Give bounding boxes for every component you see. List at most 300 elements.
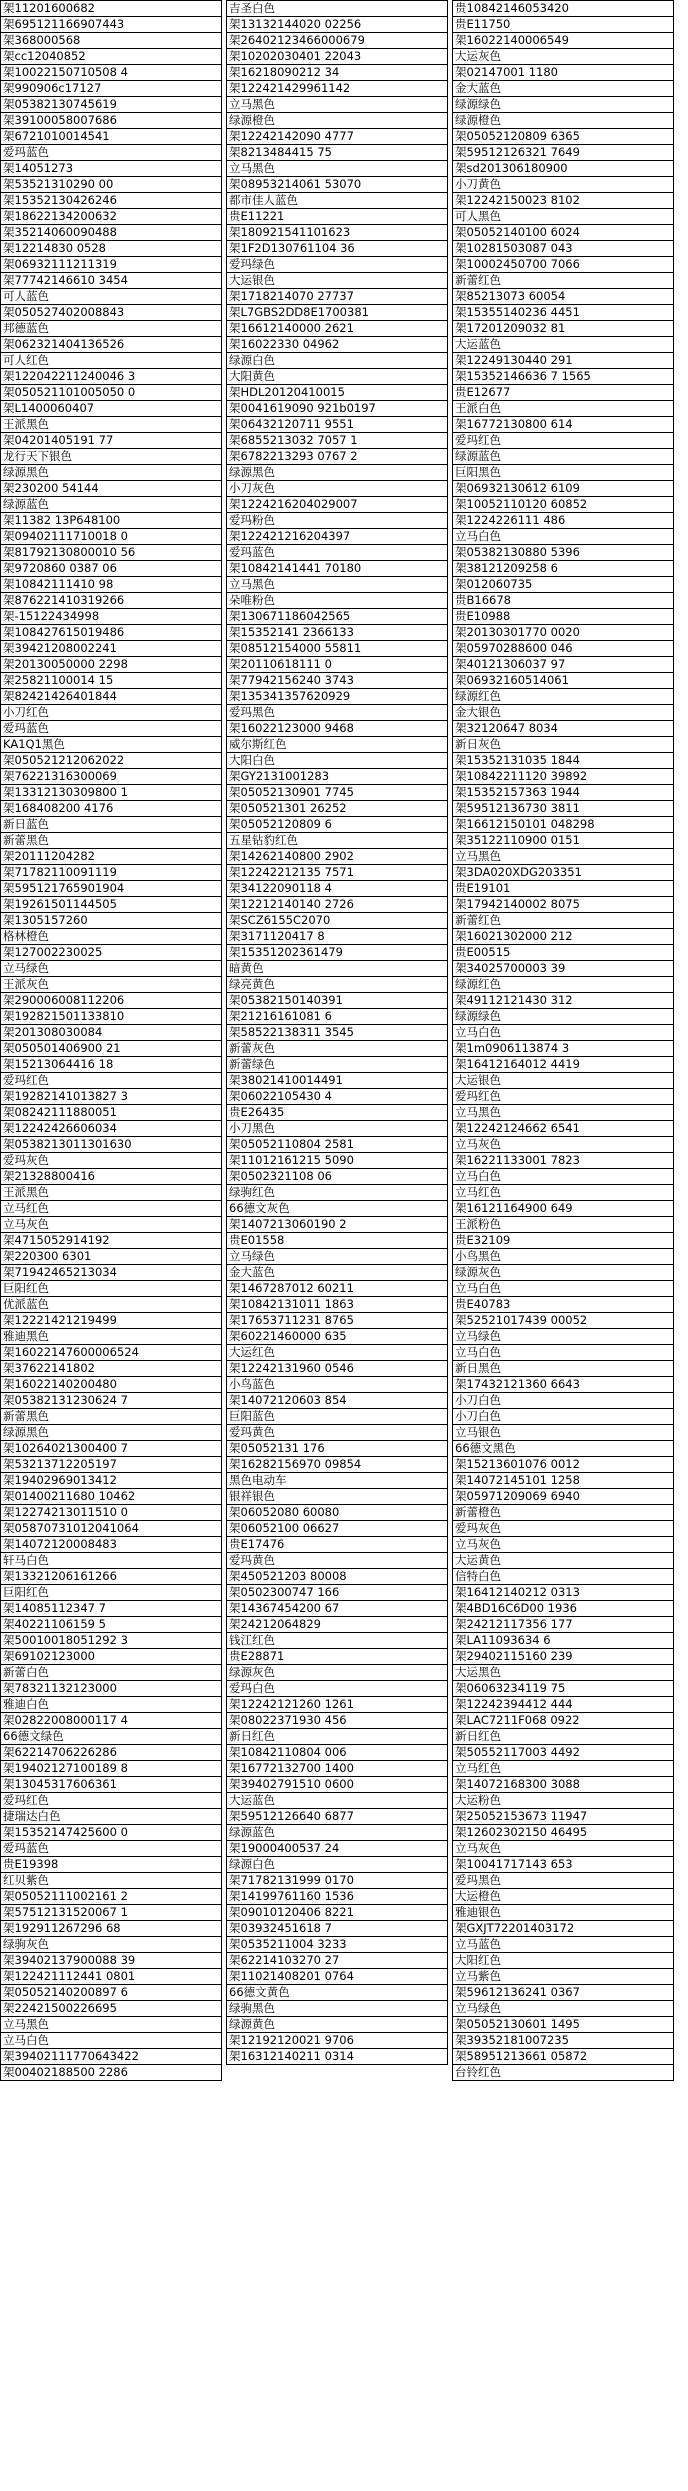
table-cell[interactable]: 架15355140236 4451 (452, 305, 674, 321)
table-cell[interactable]: 台铃红色 (452, 2065, 674, 2081)
table-cell[interactable]: 立马黑色 (226, 97, 448, 113)
table-cell[interactable]: 架00402188500 2286 (0, 2065, 222, 2081)
table-cell[interactable]: 小刀灰色 (226, 481, 448, 497)
table-cell[interactable]: 架52521017439 00052 (452, 1313, 674, 1329)
table-cell[interactable]: 小刀红色 (0, 705, 222, 721)
table-cell[interactable]: 架05052140200897 6 (0, 1985, 222, 2001)
table-cell[interactable]: 绿源红色 (452, 977, 674, 993)
table-cell[interactable]: 小刀白色 (452, 1393, 674, 1409)
table-cell[interactable]: 邦德蓝色 (0, 321, 222, 337)
table-cell[interactable]: 架05382131230624 7 (0, 1393, 222, 1409)
table-cell[interactable]: 架14051273 (0, 161, 222, 177)
table-cell[interactable]: 架53213712205197 (0, 1457, 222, 1473)
table-cell[interactable]: 架L1400060407 (0, 401, 222, 417)
table-cell[interactable]: 新蕾黑色 (0, 1409, 222, 1425)
table-cell[interactable]: 立马绿色 (452, 2001, 674, 2017)
table-cell[interactable]: 架1718214070 27737 (226, 289, 448, 305)
table-cell[interactable]: 架876221410319266 (0, 593, 222, 609)
table-cell[interactable]: 立马白色 (452, 1345, 674, 1361)
table-cell[interactable]: 架12274213011510 0 (0, 1505, 222, 1521)
table-cell[interactable]: 架05382130880 5396 (452, 545, 674, 561)
table-cell[interactable]: 架12214830 0528 (0, 241, 222, 257)
table-cell[interactable]: 架220300 6301 (0, 1249, 222, 1265)
table-cell[interactable]: 立马黑色 (452, 849, 674, 865)
table-cell[interactable]: 架12602302150 46495 (452, 1825, 674, 1841)
table-cell[interactable]: 新蕾橙色 (452, 1505, 674, 1521)
table-cell[interactable]: 架60221460000 635 (226, 1329, 448, 1345)
table-cell[interactable]: 新蕾黑色 (0, 833, 222, 849)
table-cell[interactable]: 立马黑色 (226, 577, 448, 593)
table-cell[interactable]: 小刀黑色 (226, 1121, 448, 1137)
table-cell[interactable]: 架59512126321 7649 (452, 145, 674, 161)
table-cell[interactable]: 爱玛黄色 (226, 1425, 448, 1441)
table-cell[interactable]: 架20130050000 2298 (0, 657, 222, 673)
table-cell[interactable]: 轩马白色 (0, 1553, 222, 1569)
table-cell[interactable]: 架38121209258 6 (452, 561, 674, 577)
table-cell[interactable]: 架201308030084 (0, 1025, 222, 1041)
table-cell[interactable]: 新蕾红色 (452, 913, 674, 929)
table-cell[interactable]: 架58951213661 05872 (452, 2049, 674, 2065)
table-cell[interactable]: 新日黑色 (452, 1361, 674, 1377)
table-cell[interactable]: 架12192120021 9706 (226, 2033, 448, 2049)
table-cell[interactable]: 架09010120406 8221 (226, 1905, 448, 1921)
table-cell[interactable]: 架06022105430 4 (226, 1089, 448, 1105)
table-cell[interactable]: 架57512131520067 1 (0, 1905, 222, 1921)
table-cell[interactable]: 小刀黄色 (452, 177, 674, 193)
table-cell[interactable]: 可人黑色 (452, 209, 674, 225)
table-cell[interactable]: 架16412140212 0313 (452, 1585, 674, 1601)
table-cell[interactable]: 贵E12677 (452, 385, 674, 401)
table-cell[interactable]: 架HDL20120410015 (226, 385, 448, 401)
table-cell[interactable]: 爱玛白色 (226, 1681, 448, 1697)
table-cell[interactable]: 架12242150023 8102 (452, 193, 674, 209)
table-cell[interactable]: 架15352130426246 (0, 193, 222, 209)
table-cell[interactable]: 架12242394412 444 (452, 1697, 674, 1713)
table-cell[interactable]: 架012060735 (452, 577, 674, 593)
table-cell[interactable]: 架19000400537 24 (226, 1841, 448, 1857)
table-cell[interactable]: 架15213064416 18 (0, 1057, 222, 1073)
table-cell[interactable]: 架19261501144505 (0, 897, 222, 913)
table-cell[interactable]: 架368000568 (0, 33, 222, 49)
table-cell[interactable]: 架82421426401844 (0, 689, 222, 705)
table-cell[interactable]: 爱玛黑色 (226, 705, 448, 721)
table-cell[interactable]: 架19402969013412 (0, 1473, 222, 1489)
table-cell[interactable]: 巨阳红色 (0, 1281, 222, 1297)
table-cell[interactable]: 爱玛红色 (0, 1793, 222, 1809)
table-cell[interactable]: 大阳红色 (452, 1953, 674, 1969)
table-cell[interactable]: 架06063234119 75 (452, 1681, 674, 1697)
table-cell[interactable]: 爱玛蓝色 (226, 545, 448, 561)
table-cell[interactable]: 架06932160514061 (452, 673, 674, 689)
table-cell[interactable]: 架12242426606034 (0, 1121, 222, 1137)
table-cell[interactable]: 架34025700003 39 (452, 961, 674, 977)
table-cell[interactable]: 架16022330 04962 (226, 337, 448, 353)
table-cell[interactable]: 爱玛蓝色 (0, 721, 222, 737)
table-cell[interactable]: 架6721010014541 (0, 129, 222, 145)
table-cell[interactable]: 绿源橙色 (226, 113, 448, 129)
table-cell[interactable]: 立马白色 (0, 2033, 222, 2049)
table-cell[interactable]: 架12242131960 0546 (226, 1361, 448, 1377)
table-cell[interactable]: 架15352141 2366133 (226, 625, 448, 641)
table-cell[interactable]: 贵E10988 (452, 609, 674, 625)
table-cell[interactable]: 贵E00515 (452, 945, 674, 961)
table-cell[interactable]: 架15352157363 1944 (452, 785, 674, 801)
table-cell[interactable]: 爱玛灰色 (0, 1153, 222, 1169)
table-cell[interactable]: 架122421112441 0801 (0, 1969, 222, 1985)
table-cell[interactable]: 架05052131 176 (226, 1441, 448, 1457)
table-cell[interactable]: 绿驹灰色 (0, 1937, 222, 1953)
table-cell[interactable]: 架32120647 8034 (452, 721, 674, 737)
table-cell[interactable]: 架39421208002241 (0, 641, 222, 657)
table-cell[interactable]: 金大蓝色 (226, 1265, 448, 1281)
table-cell[interactable]: 架16612150101 048298 (452, 817, 674, 833)
table-cell[interactable]: 架12221421219499 (0, 1313, 222, 1329)
table-cell[interactable]: 王派粉色 (452, 1217, 674, 1233)
table-cell[interactable]: 架16221133001 7823 (452, 1153, 674, 1169)
table-cell[interactable]: 架12242121260 1261 (226, 1697, 448, 1713)
table-cell[interactable]: 绿源绿色 (452, 97, 674, 113)
table-cell[interactable]: 架17201209032 81 (452, 321, 674, 337)
table-cell[interactable]: 架3171120417 8 (226, 929, 448, 945)
table-cell[interactable]: 架17653711231 8765 (226, 1313, 448, 1329)
table-cell[interactable]: 架14367454200 67 (226, 1601, 448, 1617)
table-cell[interactable]: 架16121164900 649 (452, 1201, 674, 1217)
table-cell[interactable]: 绿源黑色 (0, 1425, 222, 1441)
table-cell[interactable]: 王派白色 (452, 401, 674, 417)
table-cell[interactable]: 架14072145101 1258 (452, 1473, 674, 1489)
table-cell[interactable]: 架11201600682 (0, 1, 222, 17)
table-cell[interactable]: 架62214706226286 (0, 1745, 222, 1761)
table-cell[interactable]: 架15352147425600 0 (0, 1825, 222, 1841)
table-cell[interactable]: 架990906c17127 (0, 81, 222, 97)
table-cell[interactable]: 架1F2D130761104 36 (226, 241, 448, 257)
table-cell[interactable]: 王派黑色 (0, 417, 222, 433)
table-cell[interactable]: 架77942156240 3743 (226, 673, 448, 689)
table-cell[interactable]: 架21216161081 6 (226, 1009, 448, 1025)
table-cell[interactable]: 架10281503087 043 (452, 241, 674, 257)
table-cell[interactable]: 爱玛蓝色 (0, 1841, 222, 1857)
table-cell[interactable]: 大运银色 (226, 273, 448, 289)
table-cell[interactable]: 架062321404136526 (0, 337, 222, 353)
table-cell[interactable]: 格林橙色 (0, 929, 222, 945)
table-cell[interactable]: 架59612136241 0367 (452, 1985, 674, 2001)
table-cell[interactable]: 架18622134200632 (0, 209, 222, 225)
table-cell[interactable]: 架16412164012 4419 (452, 1057, 674, 1073)
table-cell[interactable]: 爱玛红色 (452, 433, 674, 449)
table-cell[interactable]: 架4715052914192 (0, 1233, 222, 1249)
table-cell[interactable]: 架10002450700 7066 (452, 257, 674, 273)
table-cell[interactable]: 架15352146636 7 1565 (452, 369, 674, 385)
table-cell[interactable]: 架050527402008843 (0, 305, 222, 321)
table-cell[interactable]: 66德文灰色 (226, 1201, 448, 1217)
table-cell[interactable]: 架192821501133810 (0, 1009, 222, 1025)
table-cell[interactable]: 架14085112347 7 (0, 1601, 222, 1617)
table-cell[interactable]: 架1224216204029007 (226, 497, 448, 513)
table-cell[interactable]: 架16022140200480 (0, 1377, 222, 1393)
table-cell[interactable]: 雅迪银色 (452, 1905, 674, 1921)
table-cell[interactable]: 绿源灰色 (452, 1265, 674, 1281)
table-cell[interactable]: 黑色电动车 (226, 1473, 448, 1489)
table-cell[interactable]: 架6855213032 7057 1 (226, 433, 448, 449)
table-cell[interactable]: 架595121765901904 (0, 881, 222, 897)
table-cell[interactable]: 新日红色 (452, 1729, 674, 1745)
table-cell[interactable]: 架71782131999 0170 (226, 1873, 448, 1889)
table-cell[interactable]: 可人蓝色 (0, 289, 222, 305)
table-cell[interactable]: 66德文黄色 (226, 1985, 448, 2001)
table-cell[interactable]: 新蕾灰色 (226, 1041, 448, 1057)
table-cell[interactable]: 架122421216204397 (226, 529, 448, 545)
table-cell[interactable]: 爱玛红色 (452, 1089, 674, 1105)
table-cell[interactable]: 架12242124662 6541 (452, 1121, 674, 1137)
table-cell[interactable]: 架08022371930 456 (226, 1713, 448, 1729)
table-cell[interactable]: 威尔斯红色 (226, 737, 448, 753)
table-cell[interactable]: 大运红色 (226, 1345, 448, 1361)
table-cell[interactable]: 大运银色 (452, 1073, 674, 1089)
table-cell[interactable]: 架10842110804 006 (226, 1745, 448, 1761)
table-cell[interactable]: 爱玛红色 (0, 1073, 222, 1089)
table-cell[interactable]: 66德文绿色 (0, 1729, 222, 1745)
table-cell[interactable]: 架15352131035 1844 (452, 753, 674, 769)
table-cell[interactable]: 新日蓝色 (0, 817, 222, 833)
table-cell[interactable]: 架10202030401 22043 (226, 49, 448, 65)
table-cell[interactable]: 架10842211120 39892 (452, 769, 674, 785)
table-cell[interactable]: 架35214060090488 (0, 225, 222, 241)
table-cell[interactable]: 架05971209069 6940 (452, 1489, 674, 1505)
table-cell[interactable]: 大阳白色 (226, 753, 448, 769)
table-cell[interactable]: 爱玛粉色 (226, 513, 448, 529)
table-cell[interactable]: 贵E32109 (452, 1233, 674, 1249)
table-cell[interactable]: 架22421500226695 (0, 2001, 222, 2017)
table-cell[interactable]: 钱江红色 (226, 1633, 448, 1649)
table-cell[interactable]: 绿源灰色 (226, 1665, 448, 1681)
table-cell[interactable]: 架06932111211319 (0, 257, 222, 273)
table-cell[interactable]: 架13132144020 02256 (226, 17, 448, 33)
table-cell[interactable]: 立马灰色 (452, 1841, 674, 1857)
table-cell[interactable]: 架04201405191 77 (0, 433, 222, 449)
table-cell[interactable]: 暗黄色 (226, 961, 448, 977)
table-cell[interactable]: 捷瑞达白色 (0, 1809, 222, 1825)
table-cell[interactable]: 红贝紫色 (0, 1873, 222, 1889)
table-cell[interactable]: 立马紫色 (452, 1969, 674, 1985)
table-cell[interactable]: 架24212064829 (226, 1617, 448, 1633)
table-cell[interactable]: 银祥银色 (226, 1489, 448, 1505)
table-cell[interactable]: 吉圣白色 (226, 1, 448, 17)
table-cell[interactable]: 架1305157260 (0, 913, 222, 929)
table-cell[interactable]: 架16612140000 2621 (226, 321, 448, 337)
table-cell[interactable]: 架11012161215 5090 (226, 1153, 448, 1169)
table-cell[interactable]: 大运橙色 (452, 1889, 674, 1905)
table-cell[interactable]: 架37622141802 (0, 1361, 222, 1377)
table-cell[interactable]: 架06052080 60080 (226, 1505, 448, 1521)
table-cell[interactable]: 架050521212062022 (0, 753, 222, 769)
table-cell[interactable]: 架06932130612 6109 (452, 481, 674, 497)
table-cell[interactable]: 架20130301770 0020 (452, 625, 674, 641)
table-cell[interactable]: 架19282141013827 3 (0, 1089, 222, 1105)
table-cell[interactable]: 架62214103270 27 (226, 1953, 448, 1969)
table-cell[interactable]: 架14072120603 854 (226, 1393, 448, 1409)
table-cell[interactable]: 架14072120008483 (0, 1537, 222, 1553)
table-cell[interactable]: 架180921541101623 (226, 225, 448, 241)
table-cell[interactable]: 架050521301 26252 (226, 801, 448, 817)
table-cell[interactable]: 绿源黑色 (0, 465, 222, 481)
table-cell[interactable]: 信特白色 (452, 1569, 674, 1585)
table-cell[interactable]: 架122421429961142 (226, 81, 448, 97)
table-cell[interactable]: 架16022147600006524 (0, 1345, 222, 1361)
table-cell[interactable]: 架81792130800010 56 (0, 545, 222, 561)
table-cell[interactable]: 架16021302000 212 (452, 929, 674, 945)
table-cell[interactable]: 立马红色 (0, 1201, 222, 1217)
table-cell[interactable]: 架11021408201 0764 (226, 1969, 448, 1985)
table-cell[interactable]: 架39352181007235 (452, 2033, 674, 2049)
table-cell[interactable]: 巨阳红色 (0, 1585, 222, 1601)
table-cell[interactable]: 架58522138311 3545 (226, 1025, 448, 1041)
table-cell[interactable]: 架69102123000 (0, 1649, 222, 1665)
table-cell[interactable]: 架39402137900088 39 (0, 1953, 222, 1969)
table-cell[interactable]: 架130671186042565 (226, 609, 448, 625)
table-cell[interactable]: 小鸟蓝色 (226, 1377, 448, 1393)
table-cell[interactable]: 立马黑色 (0, 2017, 222, 2033)
table-cell[interactable]: 大运粉色 (452, 1793, 674, 1809)
table-cell[interactable]: 架08242111880051 (0, 1105, 222, 1121)
table-cell[interactable]: 立马黑色 (452, 1105, 674, 1121)
table-cell[interactable]: 都市佳人蓝色 (226, 193, 448, 209)
table-cell[interactable]: 大运蓝色 (452, 337, 674, 353)
table-cell[interactable]: 架GXJT72201403172 (452, 1921, 674, 1937)
table-cell[interactable]: 大阳黄色 (226, 369, 448, 385)
table-cell[interactable]: 王派黑色 (0, 1185, 222, 1201)
table-cell[interactable]: 架19402127100189 8 (0, 1761, 222, 1777)
table-cell[interactable]: 新蕾白色 (0, 1665, 222, 1681)
table-cell[interactable]: 架78321132123000 (0, 1681, 222, 1697)
table-cell[interactable]: 架20110618111 0 (226, 657, 448, 673)
table-cell[interactable]: 五星钻豹红色 (226, 833, 448, 849)
table-cell[interactable]: 优派蓝色 (0, 1297, 222, 1313)
table-cell[interactable]: 架16772130800 614 (452, 417, 674, 433)
table-cell[interactable]: 绿源绿色 (452, 1009, 674, 1025)
table-cell[interactable]: 绿源红色 (452, 689, 674, 705)
table-cell[interactable]: 绿驹黑色 (226, 2001, 448, 2017)
table-cell[interactable]: 架050521101005050 0 (0, 385, 222, 401)
table-cell[interactable]: 架85213073 60054 (452, 289, 674, 305)
table-cell[interactable]: 架1224226111 486 (452, 513, 674, 529)
table-cell[interactable]: 架05970288600 046 (452, 641, 674, 657)
table-cell[interactable]: 架59512126640 6877 (226, 1809, 448, 1825)
table-cell[interactable]: 架71782110091119 (0, 865, 222, 881)
table-cell[interactable]: 立马灰色 (452, 1137, 674, 1153)
table-cell[interactable]: 架L7GBS2DD8E1700381 (226, 305, 448, 321)
table-cell[interactable]: 架03932451618 7 (226, 1921, 448, 1937)
table-cell[interactable]: 架34122090118 4 (226, 881, 448, 897)
table-cell[interactable]: 大运黄色 (452, 1553, 674, 1569)
table-cell[interactable]: 架1407213060190 2 (226, 1217, 448, 1233)
table-cell[interactable]: 架10041717143 653 (452, 1857, 674, 1873)
table-cell[interactable]: 雅迪白色 (0, 1697, 222, 1713)
table-cell[interactable]: 架06432120711 9551 (226, 417, 448, 433)
table-cell[interactable]: 架10052110120 60852 (452, 497, 674, 513)
table-cell[interactable]: 新蕾绿色 (226, 1057, 448, 1073)
table-cell[interactable]: 绿源蓝色 (452, 449, 674, 465)
table-cell[interactable]: 立马灰色 (0, 1217, 222, 1233)
table-cell[interactable]: 架127002230025 (0, 945, 222, 961)
table-cell[interactable]: 贵E01558 (226, 1233, 448, 1249)
table-cell[interactable]: 架050501406900 21 (0, 1041, 222, 1057)
table-cell[interactable]: 架05052111002161 2 (0, 1889, 222, 1905)
table-cell[interactable]: 架17432121360 6643 (452, 1377, 674, 1393)
table-cell[interactable]: 贵E11750 (452, 17, 674, 33)
table-cell[interactable]: 架10842141441 70180 (226, 561, 448, 577)
table-cell[interactable]: 新日红色 (226, 1729, 448, 1745)
table-cell[interactable]: 架06052100 06627 (226, 1521, 448, 1537)
table-cell[interactable]: 架26402123466000679 (226, 33, 448, 49)
table-cell[interactable]: 架135341357620929 (226, 689, 448, 705)
table-cell[interactable]: 绿源橙色 (452, 113, 674, 129)
table-cell[interactable]: 架1467287012 60211 (226, 1281, 448, 1297)
table-cell[interactable]: 架10842111410 98 (0, 577, 222, 593)
table-cell[interactable]: 架50010018051292 3 (0, 1633, 222, 1649)
table-cell[interactable]: 架0041619090 921b0197 (226, 401, 448, 417)
table-cell[interactable]: 架168408200 4176 (0, 801, 222, 817)
table-cell[interactable]: 新日灰色 (452, 737, 674, 753)
table-cell[interactable]: 架10842131011 1863 (226, 1297, 448, 1313)
table-cell[interactable]: 架13312130309800 1 (0, 785, 222, 801)
table-cell[interactable]: 绿源黑色 (226, 465, 448, 481)
table-cell[interactable]: 架25821100014 15 (0, 673, 222, 689)
table-cell[interactable]: 架17942140002 8075 (452, 897, 674, 913)
table-cell[interactable]: 架122042211240046 3 (0, 369, 222, 385)
table-cell[interactable]: 贵B16678 (452, 593, 674, 609)
table-cell[interactable]: 架40121306037 97 (452, 657, 674, 673)
table-cell[interactable]: 贵E40783 (452, 1297, 674, 1313)
table-cell[interactable]: 架0502321108 06 (226, 1169, 448, 1185)
table-cell[interactable]: 架290006008112206 (0, 993, 222, 1009)
table-cell[interactable]: 架05052110804 2581 (226, 1137, 448, 1153)
table-cell[interactable]: 大运蓝色 (226, 1793, 448, 1809)
table-cell[interactable]: 龙行天下银色 (0, 449, 222, 465)
table-cell[interactable]: 王派灰色 (0, 977, 222, 993)
table-cell[interactable]: 可人红色 (0, 353, 222, 369)
table-cell[interactable]: 雅迪黑色 (0, 1329, 222, 1345)
table-cell[interactable]: 架08512154000 55811 (226, 641, 448, 657)
table-cell[interactable]: 立马蓝色 (452, 1937, 674, 1953)
table-cell[interactable]: 大运灰色 (452, 49, 674, 65)
table-cell[interactable]: 爱玛蓝色 (0, 145, 222, 161)
table-cell[interactable]: 架10022150710508 4 (0, 65, 222, 81)
table-cell[interactable]: 架05052130601 1495 (452, 2017, 674, 2033)
table-cell[interactable]: 架77742146610 3454 (0, 273, 222, 289)
table-cell[interactable]: 架16772132700 1400 (226, 1761, 448, 1777)
table-cell[interactable]: 架LA11093634 6 (452, 1633, 674, 1649)
table-cell[interactable]: 立马绿色 (226, 1249, 448, 1265)
table-cell[interactable]: 立马绿色 (452, 1329, 674, 1345)
table-cell[interactable]: 架40221106159 5 (0, 1617, 222, 1633)
table-cell[interactable]: 架8213484415 75 (226, 145, 448, 161)
table-cell[interactable]: 绿源蓝色 (0, 497, 222, 513)
table-cell[interactable]: 架3DA020XDG203351 (452, 865, 674, 881)
table-cell[interactable]: 立马红色 (452, 1185, 674, 1201)
table-cell[interactable]: 贵E19398 (0, 1857, 222, 1873)
table-cell[interactable]: 架05052120809 6 (226, 817, 448, 833)
table-cell[interactable]: 架16312140211 0314 (226, 2049, 448, 2065)
table-cell[interactable]: 架12249130440 291 (452, 353, 674, 369)
table-cell[interactable]: 架38021410014491 (226, 1073, 448, 1089)
table-cell[interactable]: 爱玛黑色 (452, 1873, 674, 1889)
table-cell[interactable]: 架11382 13P648100 (0, 513, 222, 529)
table-cell[interactable]: 贵E28871 (226, 1649, 448, 1665)
table-cell[interactable]: 立马白色 (452, 529, 674, 545)
table-cell[interactable]: 架24212117356 177 (452, 1617, 674, 1633)
table-cell[interactable]: 立马银色 (452, 1425, 674, 1441)
table-cell[interactable]: 绿源白色 (226, 1857, 448, 1873)
